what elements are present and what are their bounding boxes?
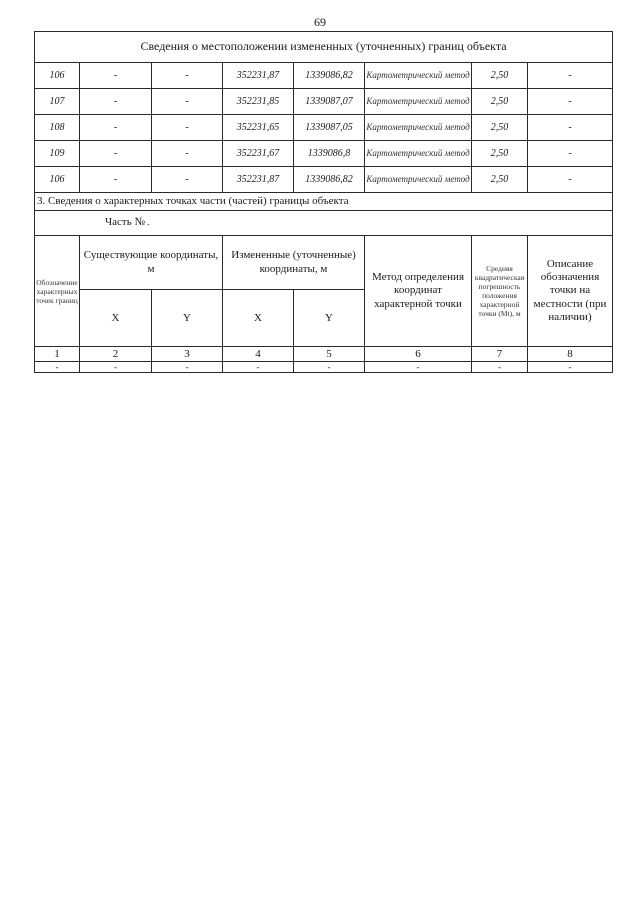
section-title-row bbox=[35, 193, 613, 211]
description-cell: - bbox=[528, 89, 613, 115]
table-title-row bbox=[35, 32, 613, 63]
page-number: 69 bbox=[314, 15, 326, 29]
empty-cell: - bbox=[528, 362, 613, 373]
header-y-existing: Y bbox=[152, 290, 223, 347]
header-y-changed: Y bbox=[294, 290, 365, 347]
y-new-cell: 1339087,05 bbox=[294, 115, 365, 141]
header-x-changed: X bbox=[223, 290, 294, 347]
y-new-cell: 1339087,07 bbox=[294, 89, 365, 115]
description-cell: - bbox=[528, 63, 613, 89]
x-old-cell: - bbox=[80, 89, 152, 115]
point-cell: 108 bbox=[35, 115, 80, 141]
header-point-designation: Обозначение характерных точек границ bbox=[35, 236, 80, 347]
method-cell: Картометрический метод bbox=[365, 167, 472, 193]
point-cell: 109 bbox=[35, 141, 80, 167]
method-cell: Картометрический метод bbox=[365, 89, 472, 115]
table-row bbox=[35, 63, 613, 89]
empty-cell: - bbox=[152, 362, 223, 373]
description-cell: - bbox=[528, 115, 613, 141]
header-existing-coords: Существующие координаты, м bbox=[80, 236, 223, 290]
column-number: 5 bbox=[294, 347, 365, 362]
boundary-table bbox=[34, 31, 613, 373]
header-row bbox=[35, 236, 613, 290]
x-new-cell: 352231,85 bbox=[223, 89, 294, 115]
column-number: 7 bbox=[472, 347, 528, 362]
empty-cell: - bbox=[472, 362, 528, 373]
precision-cell: 2,50 bbox=[472, 167, 528, 193]
y-old-cell: - bbox=[152, 141, 223, 167]
precision-cell: 2,50 bbox=[472, 63, 528, 89]
column-number: 4 bbox=[223, 347, 294, 362]
empty-cell: - bbox=[80, 362, 152, 373]
method-cell: Картометрический метод bbox=[365, 115, 472, 141]
x-old-cell: - bbox=[80, 141, 152, 167]
x-old-cell: - bbox=[80, 167, 152, 193]
y-new-cell: 1339086,82 bbox=[294, 63, 365, 89]
part-label-cell bbox=[35, 211, 613, 236]
part-number: - bbox=[146, 220, 150, 230]
point-cell: 107 bbox=[35, 89, 80, 115]
x-new-cell: 352231,87 bbox=[223, 167, 294, 193]
x-new-cell: 352231,65 bbox=[223, 115, 294, 141]
precision-cell: 2,50 bbox=[472, 141, 528, 167]
x-old-cell: - bbox=[80, 115, 152, 141]
method-cell: Картометрический метод bbox=[365, 63, 472, 89]
table-row bbox=[35, 141, 613, 167]
y-old-cell: - bbox=[152, 89, 223, 115]
method-cell: Картометрический метод bbox=[365, 141, 472, 167]
header-x-existing: X bbox=[80, 290, 152, 347]
y-new-cell: 1339086,82 bbox=[294, 167, 365, 193]
header-changed-coords: Измененные (уточненные) координаты, м bbox=[223, 236, 365, 290]
column-number: 8 bbox=[528, 347, 613, 362]
table-title: Сведения о местоположении измененных (уточненных) границ объекта bbox=[35, 32, 613, 63]
part-row bbox=[35, 211, 613, 236]
x-new-cell: 352231,87 bbox=[223, 63, 294, 89]
y-old-cell: - bbox=[152, 167, 223, 193]
point-cell: 106 bbox=[35, 167, 80, 193]
description-cell: - bbox=[528, 141, 613, 167]
column-numbers-row bbox=[35, 347, 613, 362]
description-cell: - bbox=[528, 167, 613, 193]
precision-cell: 2,50 bbox=[472, 115, 528, 141]
column-number: 6 bbox=[365, 347, 472, 362]
y-old-cell: - bbox=[152, 115, 223, 141]
header-description: Описание обозначения точки на местности (при наличии) bbox=[528, 236, 613, 347]
header-method: Метод определения координат характерной точки bbox=[365, 236, 472, 347]
table-row bbox=[35, 167, 613, 193]
x-new-cell: 352231,67 bbox=[223, 141, 294, 167]
empty-cell: - bbox=[294, 362, 365, 373]
precision-cell: 2,50 bbox=[472, 89, 528, 115]
column-number: 3 bbox=[152, 347, 223, 362]
section-title: 3. Сведения о характерных точках части (частей) границы объекта bbox=[35, 193, 613, 211]
header-precision: Средняя квадратическая погрешность положения характерной точки (Mt), м bbox=[472, 236, 528, 347]
table-row bbox=[35, 115, 613, 141]
table-row bbox=[35, 89, 613, 115]
part-label: Часть № bbox=[105, 216, 145, 229]
empty-cell: - bbox=[35, 362, 80, 373]
point-cell: 106 bbox=[35, 63, 80, 89]
column-number: 2 bbox=[80, 347, 152, 362]
column-number: 1 bbox=[35, 347, 80, 362]
empty-cell: - bbox=[365, 362, 472, 373]
y-old-cell: - bbox=[152, 63, 223, 89]
empty-cell: - bbox=[223, 362, 294, 373]
y-new-cell: 1339086,8 bbox=[294, 141, 365, 167]
empty-data-row bbox=[35, 362, 613, 373]
x-old-cell: - bbox=[80, 63, 152, 89]
